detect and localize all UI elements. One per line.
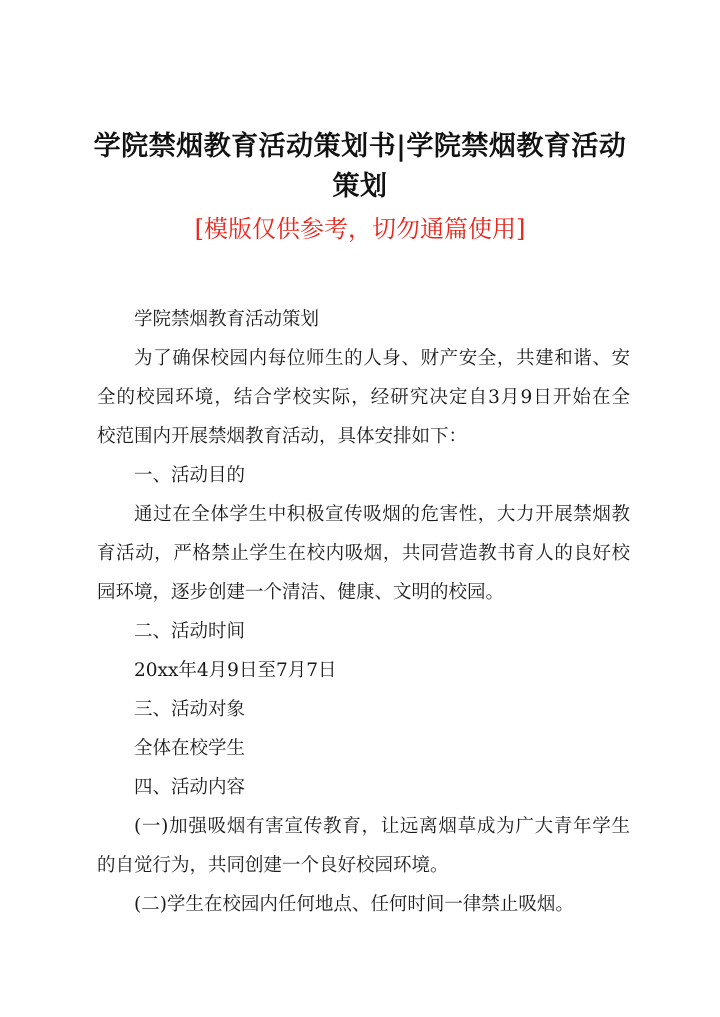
item1-line2: 的自觉行为，共同创建一个良好校园环境。 [97, 855, 449, 876]
item1-line1: (一)加强吸烟有害宣传教育，让远离烟草成为广大青年学生 [134, 816, 630, 837]
section1-line3: 园环境，逐步创建一个清洁、健康、文明的校园。 [97, 582, 505, 603]
intro-line2: 全的校园环境，结合学校实际，经研究决定自3月9日开始在全 [97, 387, 630, 408]
section2-heading: 二、活动时间 [134, 621, 246, 642]
document-title-line2: 策划 [332, 171, 388, 202]
section1-heading: 一、活动目的 [134, 465, 246, 486]
section1-line1: 通过在全体学生中积极宣传吸烟的危害性，大力开展禁烟教 [134, 504, 630, 525]
body-heading: 学院禁烟教育活动策划 [134, 309, 320, 330]
template-notice: [模版仅供参考，切勿通篇使用] [194, 215, 526, 243]
intro-line1: 为了确保校园内每位师生的人身、财产安全，共建和谐、安 [134, 348, 630, 369]
document-body [97, 300, 630, 924]
section1-line2: 育活动，严格禁止学生在校内吸烟，共同营造教书育人的良好校 [97, 543, 630, 564]
item2-line: (二)学生在校园内任何地点、任何时间一律禁止吸烟。 [134, 894, 574, 915]
section3-heading: 三、活动对象 [134, 699, 246, 720]
section2-body: 20xx年4月9日至7月7日 [134, 660, 337, 681]
section3-body: 全体在校学生 [134, 738, 246, 759]
document-title-line1: 学院禁烟教育活动策划书|学院禁烟教育活动 [93, 131, 627, 162]
intro-line3: 校范围内开展禁烟教育活动，具体安排如下： [97, 426, 468, 447]
section4-heading: 四、活动内容 [134, 777, 246, 798]
